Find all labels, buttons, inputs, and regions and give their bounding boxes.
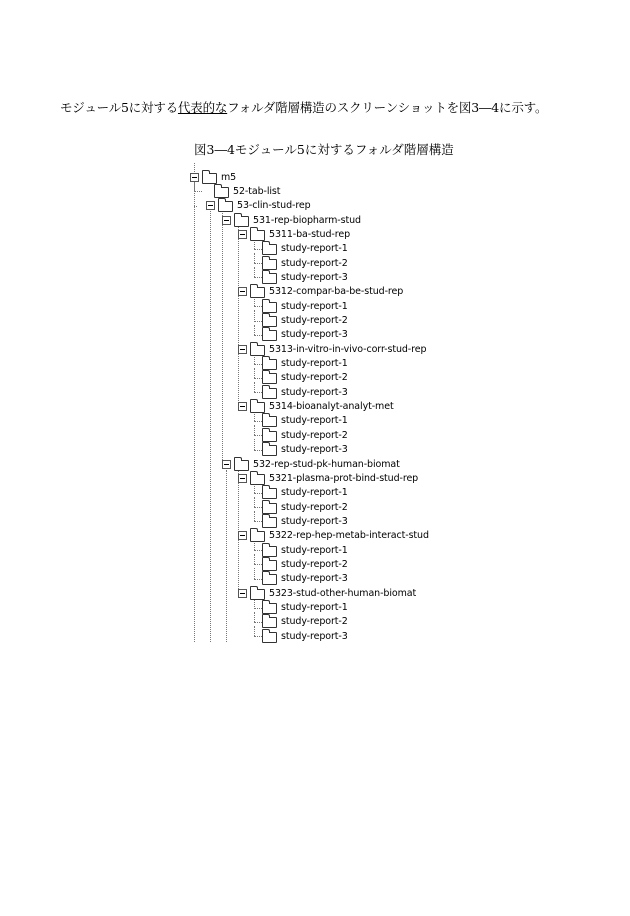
tree-connector-line xyxy=(254,325,255,335)
folder-icon xyxy=(262,632,277,643)
tree-connector-line xyxy=(238,296,239,349)
folder-label: study-report-3 xyxy=(281,271,348,283)
tree-connector-line xyxy=(254,249,262,250)
tree-guide-line xyxy=(194,163,195,642)
folder-label: 5312-compar-ba-be-stud-rep xyxy=(269,286,404,298)
folder-icon xyxy=(262,259,277,270)
folder-icon xyxy=(234,460,249,471)
folder-label: 532-rep-stud-pk-human-biomat xyxy=(253,458,400,470)
folder-node[interactable] xyxy=(238,529,429,543)
collapse-toggle-icon[interactable] xyxy=(238,345,247,354)
collapse-toggle-icon[interactable] xyxy=(222,216,231,225)
folder-icon xyxy=(262,431,277,442)
tree-connector-line xyxy=(254,310,255,320)
folder-node[interactable] xyxy=(262,357,348,371)
folder-node[interactable] xyxy=(238,342,426,356)
folder-icon xyxy=(262,244,277,255)
tree-connector-line xyxy=(254,507,262,508)
folder-label: study-report-1 xyxy=(281,243,348,255)
folder-icon xyxy=(262,517,277,528)
tree-connector-line xyxy=(254,439,255,449)
folder-node[interactable] xyxy=(262,385,348,399)
folder-icon xyxy=(262,388,277,399)
folder-node[interactable] xyxy=(262,543,348,557)
folder-label: study-report-3 xyxy=(281,444,348,456)
tree-connector-line xyxy=(254,579,262,580)
folder-node[interactable] xyxy=(214,184,280,198)
folder-label: 5323-stud-other-human-biomat xyxy=(269,587,417,599)
folder-label: study-report-1 xyxy=(281,415,348,427)
folder-icon xyxy=(214,187,229,198)
folder-icon xyxy=(250,402,265,413)
folder-icon xyxy=(202,173,217,184)
folder-icon xyxy=(262,546,277,557)
folder-label: 5313-in-vitro-in-vivo-corr-stud-rep xyxy=(269,343,427,355)
tree-connector-line xyxy=(238,482,239,535)
folder-icon xyxy=(262,560,277,571)
tree-connector-line xyxy=(254,321,262,322)
folder-node[interactable] xyxy=(238,586,416,600)
folder-icon xyxy=(250,474,265,485)
folder-node[interactable] xyxy=(222,213,361,227)
folder-node[interactable] xyxy=(190,170,236,184)
tree-connector-line xyxy=(238,238,239,291)
folder-icon xyxy=(262,488,277,499)
folder-node[interactable] xyxy=(262,601,348,615)
tree-guide-line xyxy=(226,470,227,642)
folder-node[interactable] xyxy=(262,428,348,442)
folder-node[interactable] xyxy=(262,328,348,342)
intro-text-underlined: 代表的な xyxy=(177,100,228,115)
folder-label: study-report-1 xyxy=(281,544,348,556)
folder-icon xyxy=(262,359,277,370)
folder-label: study-report-2 xyxy=(281,501,348,513)
tree-connector-line xyxy=(254,497,255,507)
folder-node[interactable] xyxy=(262,629,348,643)
folder-icon xyxy=(250,531,265,542)
folder-label: 5321-plasma-prot-bind-stud-rep xyxy=(269,472,419,484)
tree-connector-line xyxy=(254,382,255,392)
folder-label: study-report-2 xyxy=(281,429,348,441)
folder-node[interactable] xyxy=(262,371,348,385)
folder-label: 53-clin-stud-rep xyxy=(237,200,311,212)
folder-node[interactable] xyxy=(262,270,348,284)
collapse-toggle-icon[interactable] xyxy=(238,287,247,296)
tree-connector-line xyxy=(238,540,239,593)
folder-label: study-report-3 xyxy=(281,573,348,585)
tree-connector-line xyxy=(254,425,255,435)
folder-icon xyxy=(250,589,265,600)
tree-connector-line xyxy=(254,622,262,623)
collapse-toggle-icon[interactable] xyxy=(238,230,247,239)
tree-connector-line xyxy=(254,511,255,521)
folder-node[interactable] xyxy=(238,285,403,299)
tree-connector-line xyxy=(254,450,262,451)
tree-connector-line xyxy=(254,335,262,336)
folder-node[interactable] xyxy=(262,500,348,514)
tree-connector-line xyxy=(254,378,262,379)
folder-node[interactable] xyxy=(222,457,400,471)
folder-node[interactable] xyxy=(262,299,348,313)
tree-connector-line xyxy=(254,493,262,494)
folder-node[interactable] xyxy=(262,514,348,528)
folder-label: 5311-ba-stud-rep xyxy=(269,228,351,240)
folder-icon xyxy=(262,416,277,427)
tree-guide-line xyxy=(210,206,211,642)
folder-node[interactable] xyxy=(262,314,348,328)
folder-node[interactable] xyxy=(262,414,348,428)
tree-connector-line xyxy=(254,564,262,565)
folder-label: 5314-bioanalyt-analyt-met xyxy=(269,401,394,413)
folder-label: study-report-2 xyxy=(281,558,348,570)
folder-icon xyxy=(218,201,233,212)
folder-icon xyxy=(250,230,265,241)
tree-connector-line xyxy=(254,521,262,522)
collapse-toggle-icon[interactable] xyxy=(238,531,247,540)
folder-node[interactable] xyxy=(262,486,348,500)
folder-icon xyxy=(262,302,277,313)
collapse-toggle-icon[interactable] xyxy=(238,589,247,598)
tree-connector-line xyxy=(254,306,262,307)
tree-connector-line xyxy=(254,612,255,622)
intro-text-suffix: フォルダ階層構造のスクリーンショットを図3―4に示す。 xyxy=(227,100,548,115)
tree-connector-line xyxy=(254,277,262,278)
folder-icon xyxy=(262,574,277,585)
folder-node[interactable] xyxy=(262,443,348,457)
folder-label: study-report-1 xyxy=(281,487,348,499)
folder-icon xyxy=(234,216,249,227)
tree-connector-line xyxy=(222,224,223,464)
tree-connector-line xyxy=(254,608,262,609)
folder-label: study-report-3 xyxy=(281,515,348,527)
folder-node[interactable] xyxy=(238,400,394,414)
folder-icon xyxy=(262,316,277,327)
folder-node[interactable] xyxy=(262,572,348,586)
folder-label: 52-tab-list xyxy=(233,185,281,197)
folder-label: study-report-3 xyxy=(281,386,348,398)
folder-icon xyxy=(262,330,277,341)
tree-connector-line xyxy=(254,392,262,393)
folder-icon xyxy=(250,345,265,356)
folder-node[interactable] xyxy=(238,227,350,241)
folder-icon xyxy=(262,445,277,456)
folder-node[interactable] xyxy=(262,256,348,270)
tree-connector-line xyxy=(254,263,262,264)
tree-connector-line xyxy=(254,364,262,365)
tree-connector-line xyxy=(254,550,262,551)
folder-label: study-report-1 xyxy=(281,358,348,370)
folder-label: study-report-2 xyxy=(281,616,348,628)
folder-label: study-report-3 xyxy=(281,630,348,642)
tree-connector-line xyxy=(254,267,255,277)
folder-label: 531-rep-biopharm-stud xyxy=(253,214,361,226)
folder-icon xyxy=(262,273,277,284)
collapse-toggle-icon[interactable] xyxy=(222,460,231,469)
folder-node[interactable] xyxy=(206,199,311,213)
folder-node[interactable] xyxy=(262,557,348,571)
collapse-toggle-icon[interactable] xyxy=(190,173,199,182)
folder-label: study-report-1 xyxy=(281,300,348,312)
tree-connector-line xyxy=(254,253,255,263)
folder-icon xyxy=(262,503,277,514)
folder-label: 5322-rep-hep-metab-interact-stud xyxy=(269,530,429,542)
folder-label: m5 xyxy=(221,171,237,183)
folder-node[interactable] xyxy=(262,242,348,256)
folder-label: study-report-2 xyxy=(281,315,348,326)
tree-connector-line xyxy=(254,636,262,637)
tree-connector-line xyxy=(254,435,262,436)
collapse-toggle-icon[interactable] xyxy=(238,474,247,483)
tree-connector-line xyxy=(254,568,255,578)
folder-label: study-report-3 xyxy=(281,329,348,341)
collapse-toggle-icon[interactable] xyxy=(238,402,247,411)
collapse-toggle-icon[interactable] xyxy=(206,201,215,210)
tree-connector-line xyxy=(254,554,255,564)
folder-label: study-report-1 xyxy=(281,602,348,613)
tree-connector-line xyxy=(254,421,262,422)
folder-icon xyxy=(262,603,277,614)
folder-icon xyxy=(262,617,277,628)
folder-node[interactable] xyxy=(262,615,348,629)
folder-node[interactable] xyxy=(238,471,418,485)
tree-connector-line xyxy=(238,353,239,406)
tree-connector-line xyxy=(194,191,202,192)
folder-label: study-report-2 xyxy=(281,257,348,269)
folder-icon xyxy=(250,287,265,298)
tree-connector-line xyxy=(254,626,255,636)
folder-icon xyxy=(262,373,277,384)
intro-text-prefix: モジュール5に対する xyxy=(60,100,178,115)
figure-caption: 図3―4モジュール5に対するフォルダ階層構造 xyxy=(194,142,454,157)
folder-label: study-report-2 xyxy=(281,372,348,384)
tree-connector-line xyxy=(254,368,255,378)
